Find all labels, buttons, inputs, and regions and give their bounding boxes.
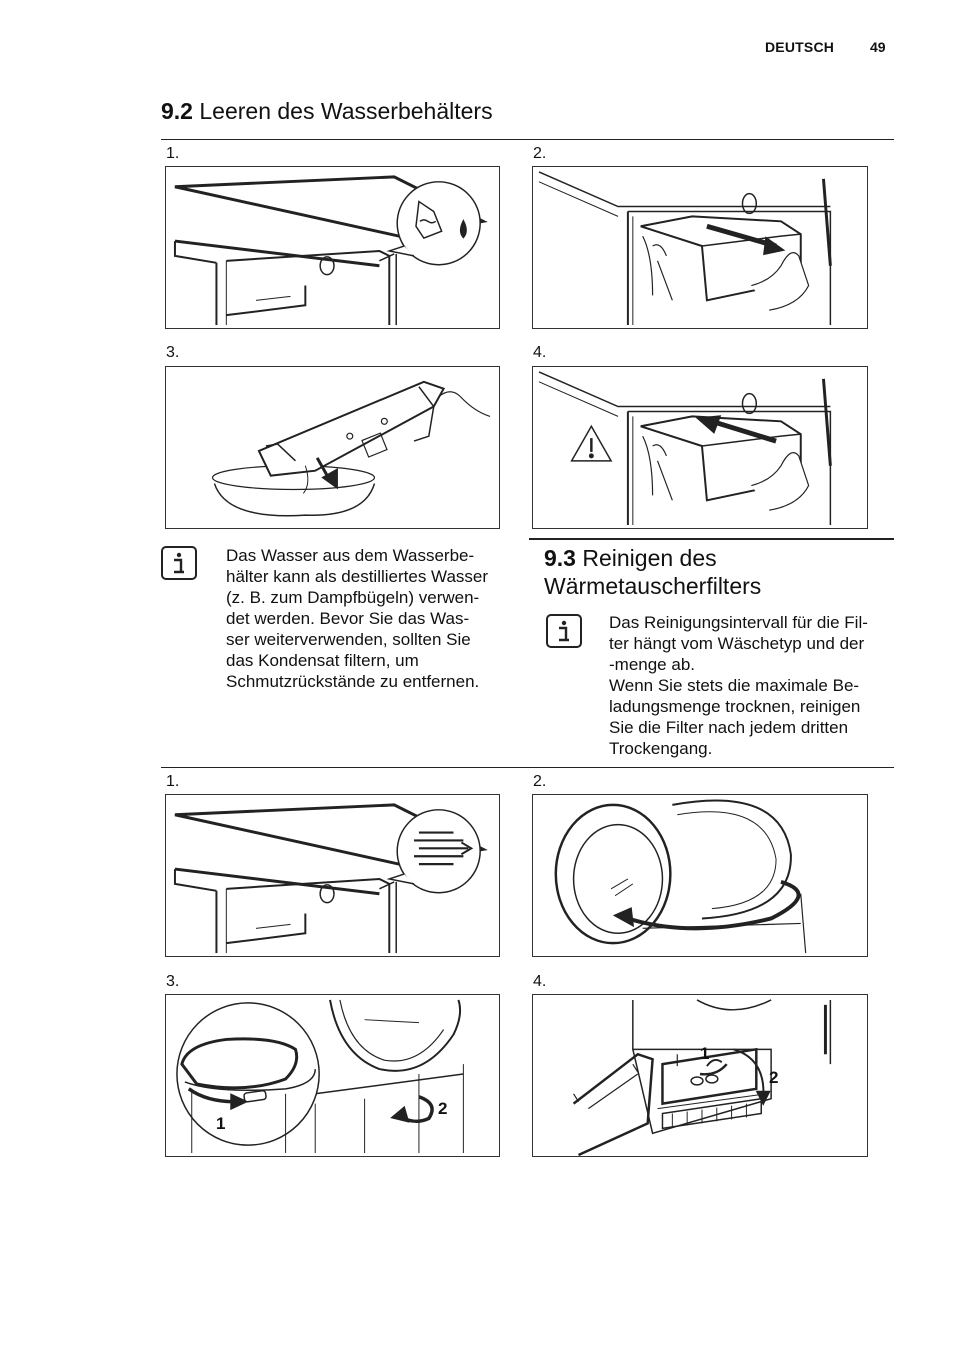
section-9-3-title — [544, 544, 761, 600]
note-line: ter hängt vom Wäschetyp und der — [609, 634, 865, 653]
step-label: 2. — [533, 145, 547, 162]
info-icon — [546, 614, 582, 648]
section-9-3-title-line1: Reinigen des — [582, 545, 717, 571]
section-divider — [161, 139, 894, 140]
info-icon — [161, 546, 197, 580]
note-line: -menge ab. — [609, 655, 695, 674]
figure-insert-container — [532, 366, 868, 529]
figure-step-label: 1 — [700, 1044, 710, 1063]
header-language: DEUTSCH — [765, 39, 835, 55]
figure-remove-filter — [165, 994, 500, 1157]
figure-dryer-filter-symbol — [165, 794, 500, 957]
note-line: Das Wasser aus dem Wasserbe- — [226, 546, 475, 565]
note-line: das Kondensat filtern, um — [226, 651, 419, 670]
note-line: ladungsmenge trocknen, reinigen — [609, 697, 861, 716]
figure-step-label: 2 — [769, 1068, 779, 1087]
note-line: Sie die Filter nach jedem dritten — [609, 718, 849, 737]
note-water-reuse — [226, 545, 526, 692]
step-label: 3. — [166, 344, 180, 361]
figure-remove-container — [532, 166, 868, 329]
step-label: 2. — [533, 773, 547, 790]
note-cleaning-interval — [609, 612, 899, 759]
figure-dryer-water-symbol — [165, 166, 500, 329]
note-line: Trockengang. — [609, 739, 713, 758]
note-line: Das Reinigungsintervall für die Fil- — [609, 613, 868, 632]
note-line: ser weiterverwenden, sollten Sie — [226, 630, 471, 649]
figure-step-label: 1 — [216, 1114, 226, 1133]
step-label: 1. — [166, 773, 180, 790]
note-line: det werden. Bevor Sie das Was- — [226, 609, 470, 628]
section-9-2-number: 9.2 — [161, 98, 193, 124]
section-9-2-title — [161, 97, 493, 125]
section-9-3-title-line2: Wärmetauscherfilters — [544, 573, 762, 599]
note-line: (z. B. zum Dampfbügeln) verwen- — [226, 588, 480, 607]
section-9-3-number: 9.3 — [544, 545, 576, 571]
note-line: Wenn Sie stets die maximale Be- — [609, 676, 860, 695]
section-9-2-title-text: Leeren des Wasserbehälters — [199, 98, 493, 124]
figure-open-filter — [532, 994, 868, 1157]
step-label: 3. — [166, 973, 180, 990]
note-line: hälter kann als destilliertes Wasser — [226, 567, 489, 586]
figure-step-label: 2 — [438, 1099, 448, 1118]
note-line: Schmutzrückstände zu entfernen. — [226, 672, 480, 691]
step-label: 1. — [166, 145, 180, 162]
figure-empty-container — [165, 366, 500, 529]
page-number: 49 — [870, 39, 886, 55]
step-label: 4. — [533, 973, 547, 990]
section-divider — [161, 767, 894, 768]
figure-open-door — [532, 794, 868, 957]
step-label: 4. — [533, 344, 547, 361]
section-divider — [529, 538, 894, 540]
